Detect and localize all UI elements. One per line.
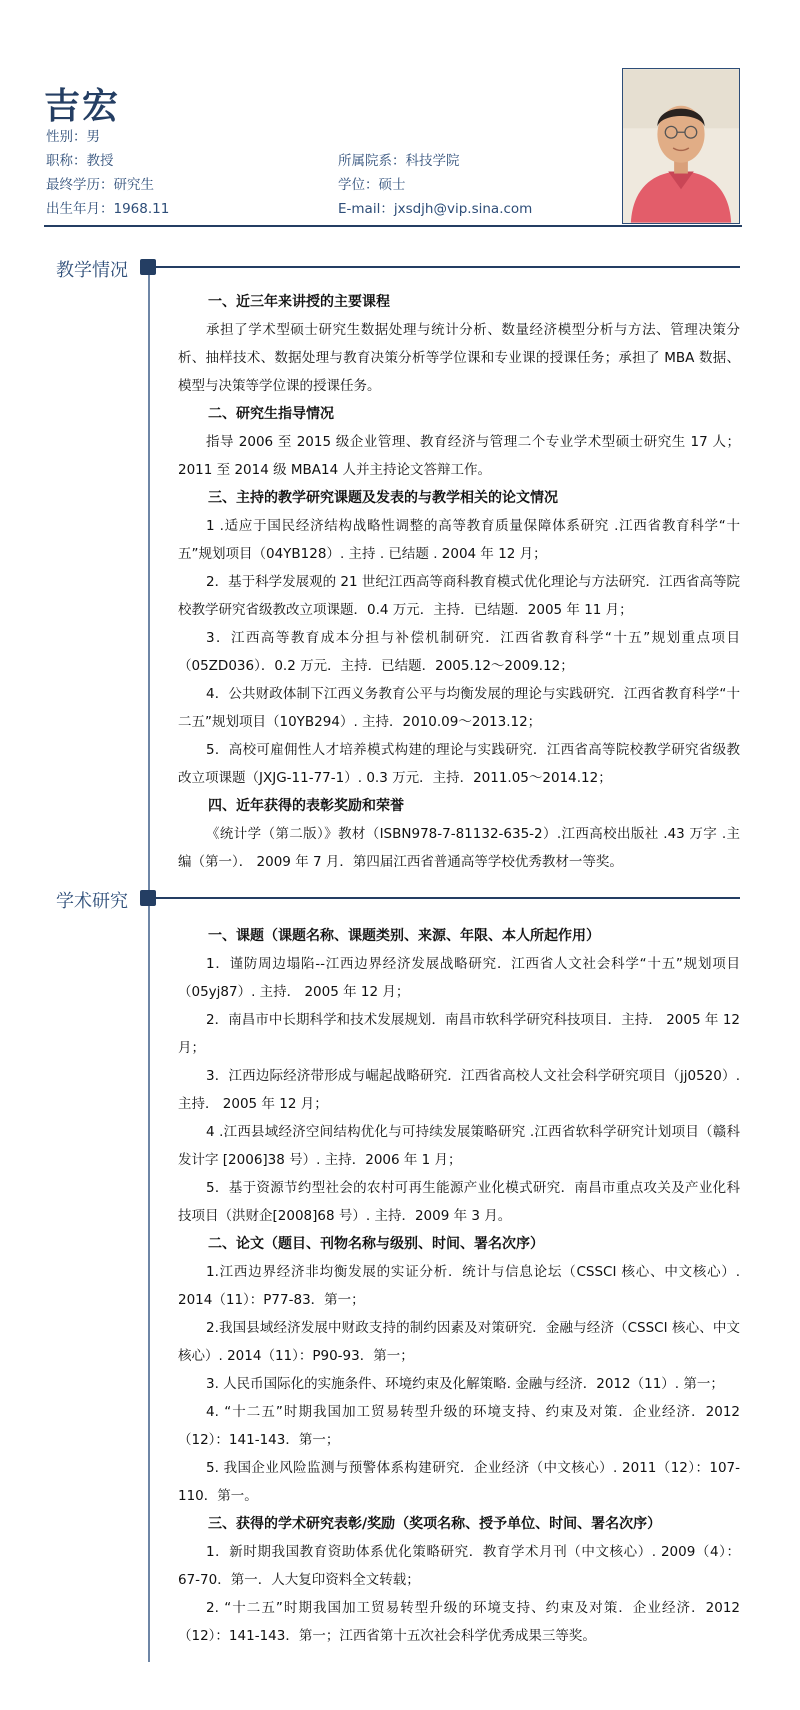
teaching-project-item: 3．江西高等教育成本分担与补偿机制研究．江西省教育科学“十五”规划重点项目（05ZD036）．0.2 万元．主持．已结题．2005.12～2009.12；	[178, 630, 740, 674]
education: 最终学历：研究生	[46, 177, 154, 193]
basic-info-left	[46, 125, 169, 221]
teaching-supervision-text: 指导 2006 至 2015 级企业管理、教育经济与管理二个专业学术型硕士研究生 17 人；2011 至 2014 级 MBA14 人并主持论文答辩工作。	[178, 434, 740, 478]
research-heading-awards: 三、获得的学术研究表彰/奖励（奖项名称、授予单位、时间、署名次序）	[208, 1516, 662, 1532]
degree: 学位：硕士	[338, 177, 406, 193]
research-paper-item: 1.江西边界经济非均衡发展的实证分析．统计与信息论坛（CSSCI 核心、中文核心）. 2014（11）：P77-83．第一；	[178, 1264, 740, 1308]
teaching-heading-supervision: 二、研究生指导情况	[208, 406, 334, 422]
section-line-research	[156, 897, 740, 899]
teaching-heading-projects: 三、主持的教学研究课题及发表的与教学相关的论文情况	[208, 490, 558, 506]
teaching-project-item: 1 .适应于国民经济结构战略性调整的高等教育质量保障体系研究 .江西省教育科学“十五”规划项目（04YB128）. 主持 . 已结题 . 2004 年 12 月；	[178, 518, 740, 562]
section-marker-teaching	[140, 259, 156, 275]
research-award-item: 1．新时期我国教育资助体系优化策略研究．教育学术月刊（中文核心）. 2009（4）：67-70．第一．人大复印资料全文转载；	[178, 1544, 740, 1588]
research-content	[178, 922, 740, 1650]
section-line-teaching	[156, 266, 740, 268]
person-name: 吉宏	[44, 86, 121, 127]
research-project-item: 5．基于资源节约型社会的农村可再生能源产业化模式研究．南昌市重点攻关及产业化科技项目（洪财企[2008]68 号）. 主持．2009 年 3 月。	[178, 1180, 740, 1224]
research-paper-item: 4. “十二五”时期我国加工贸易转型升级的环境支持、约束及对策．企业经济．2012（12）：141-143．第一；	[178, 1404, 740, 1448]
research-project-item: 1．谨防周边塌陷--江西边界经济发展战略研究．江西省人文社会科学“十五”规划项目（05yj87）. 主持． 2005 年 12 月；	[178, 956, 740, 1000]
research-project-item: 4 .江西县域经济空间结构优化与可持续发展策略研究 .江西省软科学研究计划项目（赣科发计字 [2006]38 号）. 主持．2006 年 1 月；	[178, 1124, 740, 1168]
section-title-teaching: 教学情况	[56, 260, 128, 281]
birth-date: 出生年月：1968.11	[46, 201, 170, 217]
teaching-project-item: 5．高校可雇佣性人才培养模式构建的理论与实践研究．江西省高等院校教学研究省级教改立项课题（JXJG-11-77-1）. 0.3 万元．主持．2011.05～2014.12；	[178, 742, 740, 786]
teaching-heading-courses: 一、近三年来讲授的主要课程	[208, 294, 390, 310]
research-paper-item: 5. 我国企业风险监测与预警体系构建研究．企业经济（中文核心）. 2011（12）：107-110．第一。	[178, 1460, 740, 1504]
research-project-item: 2．南昌市中长期科学和技术发展规划．南昌市软科学研究科技项目．主持． 2005 年 12 月；	[178, 1012, 740, 1056]
teaching-project-item: 2．基于科学发展观的 21 世纪江西高等商科教育模式优化理论与方法研究．江西省高等院校教学研究省级教改立项课题．0.4 万元．主持．已结题．2005 年 11 月；	[178, 574, 740, 618]
teaching-honors-text: 《统计学（第二版）》教材（ISBN978-7-81132-635-2）.江西高校出版社 .43 万字 .主编（第一）． 2009 年 7 月．第四届江西省普通高等学校优秀教材一等奖。	[178, 826, 740, 870]
basic-info-right	[338, 149, 532, 221]
research-project-item: 3．江西边际经济带形成与崛起战略研究．江西省高校人文社会科学研究项目（jj0520）. 主持． 2005 年 12 月；	[178, 1068, 740, 1112]
professional-title: 职称：教授	[46, 153, 114, 169]
teaching-content	[178, 288, 740, 876]
teaching-project-item: 4．公共财政体制下江西义务教育公平与均衡发展的理论与实践研究．江西省教育科学“十二五”规划项目（10YB294）. 主持．2010.09～2013.12；	[178, 686, 740, 730]
profile-photo	[622, 68, 740, 224]
portrait-image	[623, 69, 739, 223]
teaching-heading-honors: 四、近年获得的表彰奖励和荣誉	[208, 798, 404, 814]
research-award-item: 2. “十二五”时期我国加工贸易转型升级的环境支持、约束及对策．企业经济．2012（12）：141-143．第一；江西省第十五次社会科学优秀成果三等奖。	[178, 1600, 740, 1644]
research-heading-papers: 二、论文（题目、刊物名称与级别、时间、署名次序）	[208, 1236, 544, 1252]
teaching-courses-text: 承担了学术型硕士研究生数据处理与统计分析、数量经济模型分析与方法、管理决策分析、抽样技术、数据处理与教育决策分析等学位课和专业课的授课任务；承担了 MBA 数据、模型与决策等学位课的授课任务。	[178, 322, 740, 394]
timeline-line	[148, 262, 150, 1662]
header-divider	[44, 225, 742, 227]
email: E-mail：jxsdjh@vip.sina.com	[338, 201, 533, 217]
department: 所属院系：科技学院	[338, 153, 460, 169]
section-marker-research	[140, 890, 156, 906]
section-title-research: 学术研究	[56, 891, 128, 912]
research-paper-item: 3. 人民币国际化的实施条件、环境约束及化解策略. 金融与经济．2012（11）. 第一；	[206, 1376, 724, 1392]
gender: 性别：男	[46, 129, 100, 145]
research-heading-projects: 一、课题（课题名称、课题类别、来源、年限、本人所起作用）	[208, 928, 600, 944]
research-paper-item: 2.我国县域经济发展中财政支持的制约因素及对策研究．金融与经济（CSSCI 核心、中文核心）. 2014（11）：P90-93．第一；	[178, 1320, 740, 1364]
